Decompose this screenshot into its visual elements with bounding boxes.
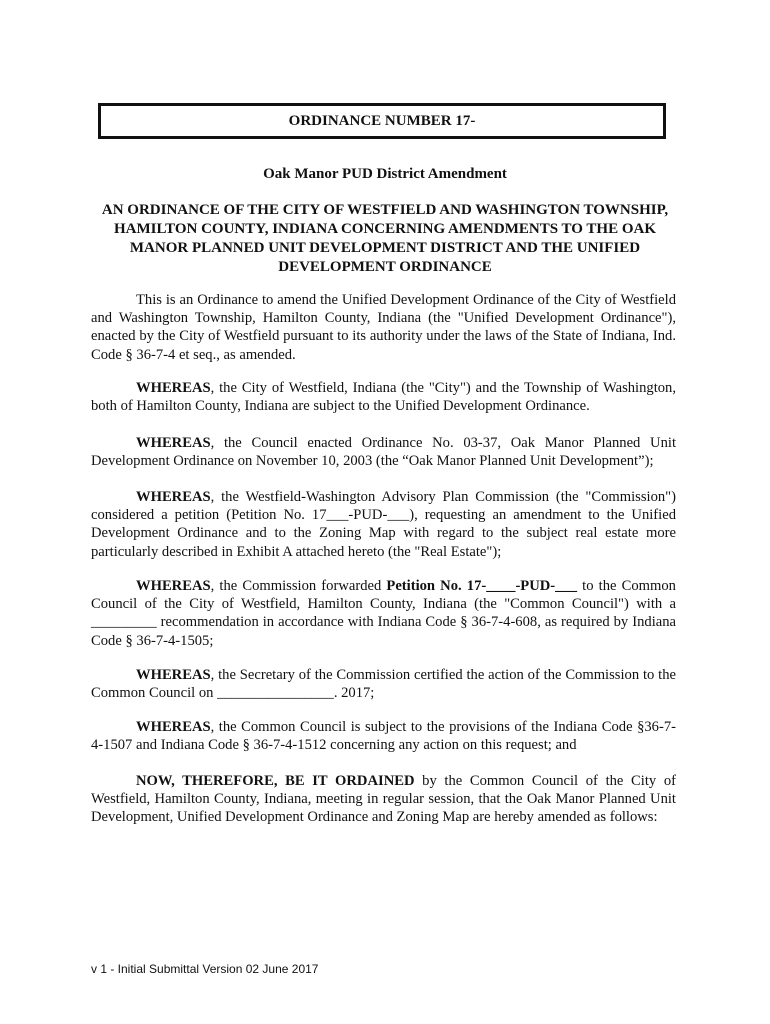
now-therefore-label: NOW, THEREFORE, BE IT ORDAINED	[136, 773, 415, 789]
whereas-label: WHEREAS	[136, 578, 211, 594]
whereas-label: WHEREAS	[136, 435, 211, 451]
whereas-text: , the Commission forwarded	[210, 578, 387, 594]
whereas-text: to the Common Council of the City of Westfield, Hamilton County, Indiana (the "Common Council") with a _________ recommendation in accordance with Indiana Code § 36-7-4-608, as required by Indiana Code § 36-7-4-1505;	[91, 578, 676, 649]
now-therefore-text: by the Common Council of the City of Westfield, Hamilton County, Indiana, meeting in regular session, that the Oak Manor Planned Unit Development, Unified Development Ordinance and Zoning Map are hereby amended as follows:	[91, 773, 676, 826]
now-therefore-paragraph	[91, 772, 676, 827]
ordinance-title: ORDINANCE NUMBER 17-	[288, 113, 476, 129]
intro-text: This is an Ordinance to amend the Unified Development Ordinance of the City of Westfield and Washington Township, Hamilton County, Indiana (the "Unified Development Ordinance"), enacted by the City of Westfield pursuant to its authority under the laws of the State of Indiana, Ind. Code § 36-7-4 et seq., as amended.	[91, 292, 676, 363]
whereas-paragraph-2	[91, 434, 676, 470]
ordinance-subtitle: Oak Manor PUD District Amendment	[263, 166, 507, 182]
whereas-text: , the Westfield-Washington Advisory Plan Commission (the "Commission") considered a petition (Petition No. 17___-PUD-___), requesting an amendment to the Unified Development Ordinance and to the Zoning Map with regard to the subject real estate more particularly described in Exhibit A attached hereto (the "Real Estate");	[91, 489, 676, 560]
ordinance-heading: AN ORDINANCE OF THE CITY OF WESTFIELD AND WASHINGTON TOWNSHIP, HAMILTON COUNTY, INDIANA CONCERNING AMENDMENTS TO THE OAK MANOR PLANNED UNIT DEVELOPMENT DISTRICT AND THE UNIFIED DEVELOPMENT ORDINANCE	[101, 202, 669, 275]
intro-paragraph	[91, 291, 676, 364]
whereas-text: , the Secretary of the Commission certified the action of the Commission to the Common Council on ________________. 2017;	[91, 667, 676, 702]
whereas-paragraph-6	[91, 718, 676, 754]
whereas-text: , the City of Westfield, Indiana (the "City") and the Township of Washington, both of Hamilton County, Indiana are subject to the Unified Development Ordinance.	[91, 380, 676, 415]
whereas-label: WHEREAS	[136, 380, 211, 396]
whereas-text: , the Council enacted Ordinance No. 03-37, Oak Manor Planned Unit Development Ordinance on November 10, 2003 (the “Oak Manor Planned Unit Development”);	[91, 435, 676, 470]
whereas-paragraph-4	[91, 577, 676, 650]
ordinance-title-box	[98, 103, 666, 139]
version-footer: v 1 - Initial Submittal Version 02 June 2017	[91, 962, 319, 976]
whereas-paragraph-5	[91, 666, 676, 702]
petition-number: Petition No. 17-____-PUD-___	[386, 578, 578, 594]
whereas-label: WHEREAS	[136, 667, 211, 683]
whereas-paragraph-3	[91, 488, 676, 561]
whereas-label: WHEREAS	[136, 489, 211, 505]
whereas-text: , the Common Council is subject to the provisions of the Indiana Code §36-7-4-1507 and Indiana Code § 36-7-4-1512 concerning any action on this request; and	[91, 719, 676, 754]
whereas-paragraph-1	[91, 379, 676, 415]
whereas-label: WHEREAS	[136, 719, 211, 735]
